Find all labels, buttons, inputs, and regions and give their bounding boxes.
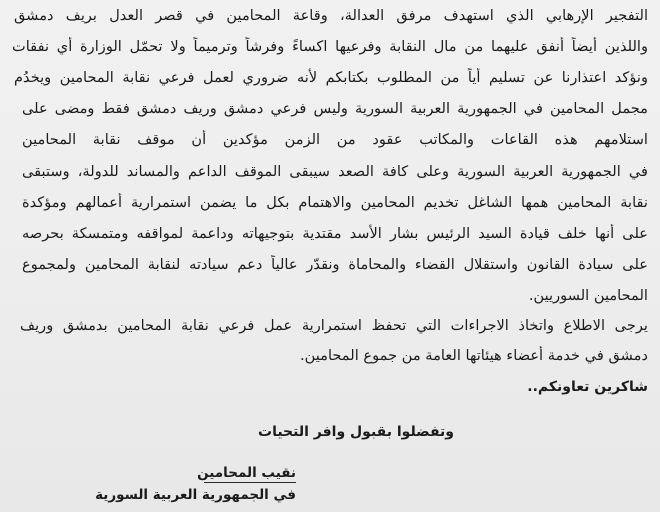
body-line-9: على سيادة القانون واستقلال القضاء والمحاماة ونقدّر عالياً دعم سيادته لنقابة المحامين ولمجموع bbox=[22, 256, 648, 273]
signature-title: نقيب المحامين bbox=[197, 465, 296, 481]
body-line-2: واللذين أيضاً أنفق عليهما من مال النقابة وفرعيها اكساءً وفرشاً وترميماً ولا تحمّل الوزارة أي نفقات bbox=[12, 38, 648, 55]
body-line-4: مجمل المحامين في الجمهورية العربية السورية وليس فرعي دمشق وريف دمشق فقط ومضى على bbox=[22, 100, 648, 117]
request-line-2: دمشق في خدمة أعضاء هيئاتها العامة من جموع المحامين. bbox=[299, 347, 648, 364]
closing-line: وتفضلوا بقبول وافر التحيات bbox=[258, 424, 454, 440]
body-line-6: في الجمهورية العربية السورية وعلى كافة الصعد سيبقى الموقف الداعم والمساند للدولة، وستبقى bbox=[22, 163, 648, 180]
body-line-7: نقابة المحامين همها الشاغل تخديم المحامين والاهتمام بكل ما يضمن استمرارية أعمالهم ومؤكدة bbox=[22, 194, 648, 211]
body-line-1: التفجير الإرهابي الذي استهدف مرفق العدالة، وقاعة المحامين في قصر العدل بريف دمشق bbox=[14, 7, 648, 24]
thanks-line: شاكرين تعاونكم.. bbox=[527, 379, 648, 395]
body-line-5: استلامهم هذه القاعات والمكاتب عقود من الزمن مؤكدين أن موقف نقابة المحامين bbox=[22, 131, 648, 148]
signature-organization: في الجمهورية العربية السورية bbox=[95, 487, 296, 503]
request-line-1: يرجى الاطلاع واتخاذ الاجراءات التي تحفظ استمرارية عمل فرعي نقابة المحامين بدمشق وريف bbox=[20, 317, 648, 334]
signature-underline bbox=[204, 482, 296, 483]
body-line-8: على أنها خلف قيادة السيد الرئيس بشار الأسد مقتدية بتوجيهاته وداعمة لمواقفه ومتمسكة بحرصه bbox=[22, 225, 648, 242]
body-line-3: ونؤكد اعتذارنا عن تسليم أياً من المطلوب بكتابكم لأنه ضروري لعمل فرعي نقابة المحامين ويخدُم bbox=[14, 69, 648, 86]
body-line-10: المحامين السوريين. bbox=[528, 287, 648, 304]
